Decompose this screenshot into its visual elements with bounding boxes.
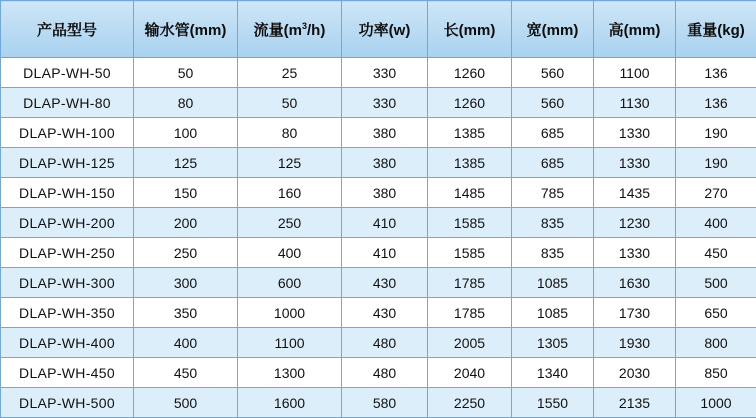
column-header-model: 产品型号 bbox=[1, 1, 134, 58]
cell-model: DLAP-WH-300 bbox=[1, 268, 134, 298]
cell-power: 380 bbox=[342, 118, 428, 148]
cell-power: 380 bbox=[342, 178, 428, 208]
cell-width: 560 bbox=[512, 58, 594, 88]
cell-length: 1585 bbox=[428, 238, 512, 268]
cell-weight: 190 bbox=[676, 148, 756, 178]
cell-length: 2005 bbox=[428, 328, 512, 358]
cell-power: 410 bbox=[342, 208, 428, 238]
cell-weight: 650 bbox=[676, 298, 756, 328]
cell-power: 410 bbox=[342, 238, 428, 268]
cell-power: 430 bbox=[342, 268, 428, 298]
table-row bbox=[1, 58, 756, 88]
cell-water-pipe: 300 bbox=[134, 268, 238, 298]
cell-flow-rate: 600 bbox=[238, 268, 342, 298]
table-row bbox=[1, 178, 756, 208]
cell-height: 1330 bbox=[594, 148, 676, 178]
cell-width: 1305 bbox=[512, 328, 594, 358]
cell-model: DLAP-WH-50 bbox=[1, 58, 134, 88]
cell-water-pipe: 50 bbox=[134, 58, 238, 88]
table-row bbox=[1, 268, 756, 298]
cell-length: 2040 bbox=[428, 358, 512, 388]
cell-power: 480 bbox=[342, 328, 428, 358]
cell-width: 685 bbox=[512, 118, 594, 148]
cell-weight: 270 bbox=[676, 178, 756, 208]
column-header-length: 长(mm) bbox=[428, 1, 512, 58]
cell-water-pipe: 100 bbox=[134, 118, 238, 148]
cell-weight: 500 bbox=[676, 268, 756, 298]
cell-weight: 400 bbox=[676, 208, 756, 238]
cell-model: DLAP-WH-80 bbox=[1, 88, 134, 118]
table-row bbox=[1, 238, 756, 268]
cell-water-pipe: 200 bbox=[134, 208, 238, 238]
table-row bbox=[1, 88, 756, 118]
cell-power: 330 bbox=[342, 58, 428, 88]
table-body bbox=[1, 58, 756, 418]
cell-length: 1785 bbox=[428, 268, 512, 298]
cell-flow-rate: 80 bbox=[238, 118, 342, 148]
cell-flow-rate: 1300 bbox=[238, 358, 342, 388]
cell-water-pipe: 125 bbox=[134, 148, 238, 178]
cell-power: 330 bbox=[342, 88, 428, 118]
cell-length: 1385 bbox=[428, 148, 512, 178]
table-row bbox=[1, 298, 756, 328]
cell-weight: 136 bbox=[676, 88, 756, 118]
cell-flow-rate: 160 bbox=[238, 178, 342, 208]
cell-flow-rate: 1000 bbox=[238, 298, 342, 328]
table-row bbox=[1, 328, 756, 358]
column-header-weight: 重量(kg) bbox=[676, 1, 756, 58]
cell-height: 1130 bbox=[594, 88, 676, 118]
cell-length: 1785 bbox=[428, 298, 512, 328]
table-row bbox=[1, 148, 756, 178]
cell-height: 1100 bbox=[594, 58, 676, 88]
cell-length: 1260 bbox=[428, 58, 512, 88]
cell-model: DLAP-WH-125 bbox=[1, 148, 134, 178]
cell-water-pipe: 80 bbox=[134, 88, 238, 118]
cell-water-pipe: 350 bbox=[134, 298, 238, 328]
cell-width: 1085 bbox=[512, 298, 594, 328]
cell-width: 1085 bbox=[512, 268, 594, 298]
cell-width: 1550 bbox=[512, 388, 594, 418]
column-header-flow-rate-mid: (m bbox=[284, 22, 302, 39]
cell-water-pipe: 450 bbox=[134, 358, 238, 388]
cell-length: 1585 bbox=[428, 208, 512, 238]
cell-height: 1730 bbox=[594, 298, 676, 328]
cell-height: 1930 bbox=[594, 328, 676, 358]
column-header-power: 功率(w) bbox=[342, 1, 428, 58]
cell-weight: 1000 bbox=[676, 388, 756, 418]
cell-weight: 190 bbox=[676, 118, 756, 148]
cell-weight: 136 bbox=[676, 58, 756, 88]
cell-model: DLAP-WH-200 bbox=[1, 208, 134, 238]
cell-power: 480 bbox=[342, 358, 428, 388]
cell-width: 835 bbox=[512, 238, 594, 268]
column-header-flow-rate bbox=[238, 1, 342, 58]
cell-height: 1230 bbox=[594, 208, 676, 238]
cell-flow-rate: 1100 bbox=[238, 328, 342, 358]
table-header bbox=[1, 1, 756, 58]
cell-width: 785 bbox=[512, 178, 594, 208]
cell-power: 430 bbox=[342, 298, 428, 328]
cell-height: 1435 bbox=[594, 178, 676, 208]
cell-model: DLAP-WH-100 bbox=[1, 118, 134, 148]
cell-height: 2030 bbox=[594, 358, 676, 388]
cell-weight: 450 bbox=[676, 238, 756, 268]
table-row bbox=[1, 358, 756, 388]
cell-water-pipe: 250 bbox=[134, 238, 238, 268]
cell-model: DLAP-WH-450 bbox=[1, 358, 134, 388]
cell-power: 580 bbox=[342, 388, 428, 418]
cell-height: 2135 bbox=[594, 388, 676, 418]
cell-flow-rate: 1600 bbox=[238, 388, 342, 418]
cell-model: DLAP-WH-500 bbox=[1, 388, 134, 418]
cell-model: DLAP-WH-400 bbox=[1, 328, 134, 358]
cell-flow-rate: 400 bbox=[238, 238, 342, 268]
cell-length: 2250 bbox=[428, 388, 512, 418]
cell-width: 1340 bbox=[512, 358, 594, 388]
cell-flow-rate: 125 bbox=[238, 148, 342, 178]
cell-length: 1385 bbox=[428, 118, 512, 148]
cell-weight: 800 bbox=[676, 328, 756, 358]
cell-length: 1485 bbox=[428, 178, 512, 208]
cell-water-pipe: 500 bbox=[134, 388, 238, 418]
cell-width: 560 bbox=[512, 88, 594, 118]
cell-model: DLAP-WH-350 bbox=[1, 298, 134, 328]
cell-width: 835 bbox=[512, 208, 594, 238]
column-header-flow-rate-prefix: 流量 bbox=[254, 22, 284, 39]
cell-model: DLAP-WH-150 bbox=[1, 178, 134, 208]
column-header-flow-rate-suffix: /h) bbox=[307, 22, 325, 39]
column-header-width: 宽(mm) bbox=[512, 1, 594, 58]
cell-flow-rate: 250 bbox=[238, 208, 342, 238]
cell-flow-rate: 25 bbox=[238, 58, 342, 88]
cell-flow-rate: 50 bbox=[238, 88, 342, 118]
cell-height: 1330 bbox=[594, 238, 676, 268]
cell-water-pipe: 400 bbox=[134, 328, 238, 358]
cell-height: 1630 bbox=[594, 268, 676, 298]
cell-length: 1260 bbox=[428, 88, 512, 118]
cell-power: 380 bbox=[342, 148, 428, 178]
cell-height: 1330 bbox=[594, 118, 676, 148]
cell-width: 685 bbox=[512, 148, 594, 178]
column-header-height: 高(mm) bbox=[594, 1, 676, 58]
cell-water-pipe: 150 bbox=[134, 178, 238, 208]
column-header-flow-rate-superscript: 3 bbox=[302, 21, 307, 31]
cell-model: DLAP-WH-250 bbox=[1, 238, 134, 268]
table-row bbox=[1, 118, 756, 148]
table-row bbox=[1, 208, 756, 238]
table-header-row bbox=[1, 1, 756, 58]
table-row bbox=[1, 388, 756, 418]
cell-weight: 850 bbox=[676, 358, 756, 388]
column-header-water-pipe: 输水管(mm) bbox=[134, 1, 238, 58]
